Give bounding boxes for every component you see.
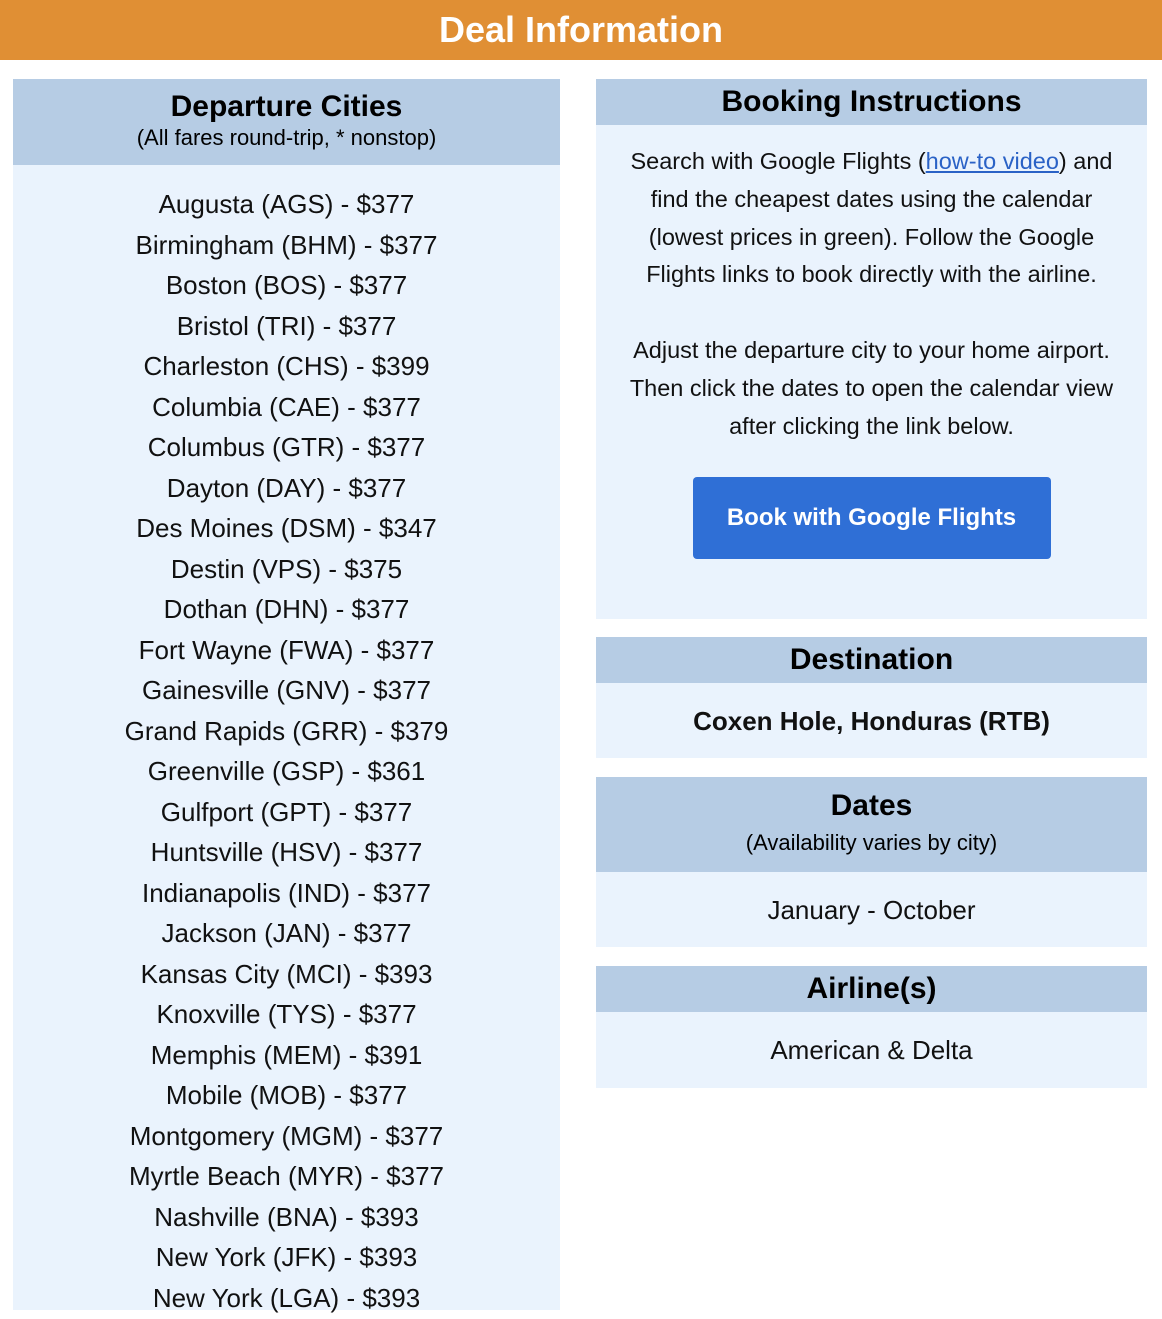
booking-instructions-title: Booking Instructions — [722, 85, 1022, 118]
dates-subtitle: (Availability varies by city) — [596, 823, 1147, 863]
departure-cities-title: Departure Cities — [13, 91, 560, 123]
departure-cities-header — [13, 79, 560, 165]
departure-city-item: Bristol (TRI) - $377 — [13, 307, 560, 348]
departure-city-item: Nashville (BNA) - $393 — [13, 1198, 560, 1239]
departure-city-item: Grand Rapids (GRR) - $379 — [13, 712, 560, 753]
departure-city-item: Destin (VPS) - $375 — [13, 550, 560, 591]
departure-city-item: Memphis (MEM) - $391 — [13, 1036, 560, 1077]
departure-city-item: Mobile (MOB) - $377 — [13, 1076, 560, 1117]
airlines-header — [596, 966, 1147, 1012]
booking-para1-after: ) and find the cheapest dates using the calendar (lowest prices in green). Follow the Google Flights links to book directly with the airline. — [646, 148, 1112, 287]
departure-city-item: Des Moines (DSM) - $347 — [13, 509, 560, 550]
departure-cities-panel — [13, 79, 560, 1310]
destination-header — [596, 637, 1147, 683]
destination-title: Destination — [790, 643, 953, 676]
departure-city-item: Knoxville (TYS) - $377 — [13, 995, 560, 1036]
destination-value: Coxen Hole, Honduras (RTB) — [596, 683, 1147, 759]
departure-city-item: Boston (BOS) - $377 — [13, 266, 560, 307]
how-to-video-link[interactable]: how-to video — [926, 148, 1059, 174]
dates-panel — [596, 777, 1147, 947]
banner-title: Deal Information — [439, 9, 723, 50]
departure-cities-subtitle: (All fares round-trip, * nonstop) — [13, 123, 560, 153]
booking-instructions-body — [596, 125, 1147, 445]
airlines-title: Airline(s) — [806, 972, 936, 1005]
departure-city-item: Huntsville (HSV) - $377 — [13, 833, 560, 874]
booking-paragraph-2: Adjust the departure city to your home airport. Then click the dates to open the calendar view after clicking the link below. — [626, 332, 1117, 445]
departure-city-item: Indianapolis (IND) - $377 — [13, 874, 560, 915]
departure-city-item: Fort Wayne (FWA) - $377 — [13, 631, 560, 672]
departure-city-item: Birmingham (BHM) - $377 — [13, 226, 560, 267]
departure-city-item: Columbia (CAE) - $377 — [13, 388, 560, 429]
departure-city-item: Myrtle Beach (MYR) - $377 — [13, 1157, 560, 1198]
departure-city-item: New York (LGA) - $393 — [13, 1279, 560, 1319]
dates-title: Dates — [596, 789, 1147, 823]
departure-city-item: Columbus (GTR) - $377 — [13, 428, 560, 469]
departure-city-item: Montgomery (MGM) - $377 — [13, 1117, 560, 1158]
book-with-google-flights-button[interactable]: Book with Google Flights — [693, 477, 1051, 559]
dates-value: January - October — [596, 872, 1147, 948]
booking-instructions-header — [596, 79, 1147, 125]
departure-city-item: New York (JFK) - $393 — [13, 1238, 560, 1279]
departure-city-item: Augusta (AGS) - $377 — [13, 185, 560, 226]
airlines-panel — [596, 966, 1147, 1088]
departure-city-item: Dothan (DHN) - $377 — [13, 590, 560, 631]
booking-para1-before: Search with Google Flights ( — [630, 148, 925, 174]
booking-instructions-panel — [596, 79, 1147, 619]
departure-city-item: Gainesville (GNV) - $377 — [13, 671, 560, 712]
departure-city-item: Kansas City (MCI) - $393 — [13, 955, 560, 996]
booking-paragraph-1 — [626, 143, 1117, 294]
departure-city-list — [13, 165, 560, 1319]
destination-panel — [596, 637, 1147, 758]
departure-city-item: Dayton (DAY) - $377 — [13, 469, 560, 510]
departure-city-item: Greenville (GSP) - $361 — [13, 752, 560, 793]
departure-city-item: Charleston (CHS) - $399 — [13, 347, 560, 388]
departure-city-item: Gulfport (GPT) - $377 — [13, 793, 560, 834]
dates-header — [596, 777, 1147, 872]
airlines-value: American & Delta — [596, 1012, 1147, 1088]
departure-city-item: Jackson (JAN) - $377 — [13, 914, 560, 955]
deal-information-banner — [0, 0, 1162, 60]
